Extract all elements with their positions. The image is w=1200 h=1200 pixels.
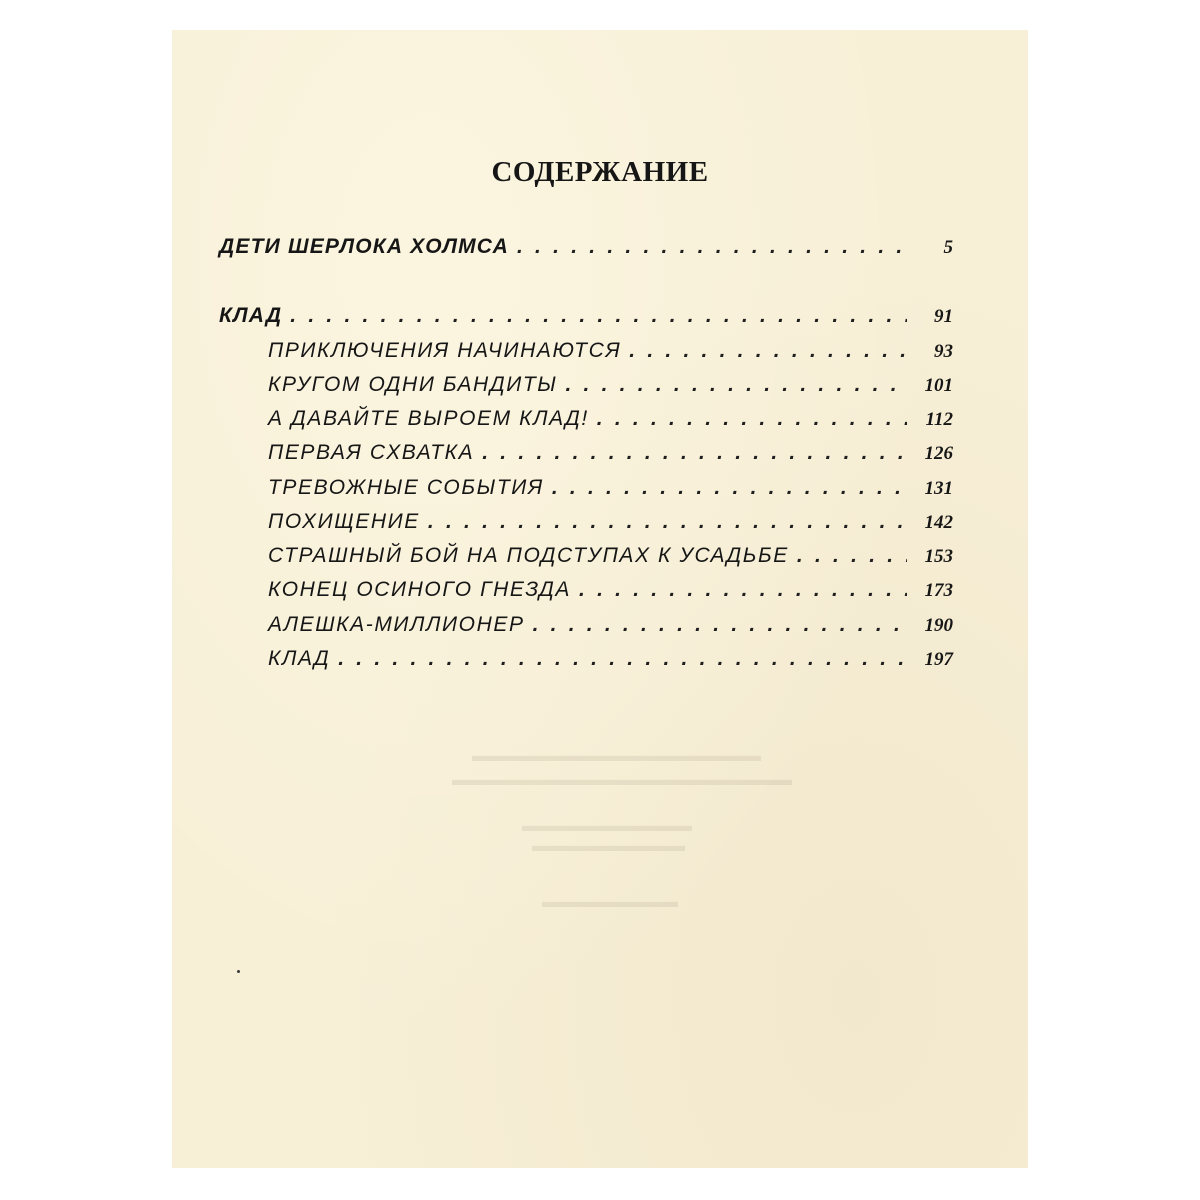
dot-leader bbox=[565, 373, 907, 397]
toc-subentry bbox=[268, 373, 953, 403]
toc-subentry bbox=[268, 476, 953, 506]
toc-entry bbox=[219, 304, 953, 334]
toc-entry-title: АЛЕШКА-МИЛЛИОНЕР bbox=[268, 613, 525, 636]
toc-entry-page: 126 bbox=[924, 443, 953, 464]
toc-entry-title: КРУГОМ ОДНИ БАНДИТЫ bbox=[268, 373, 558, 396]
dot-leader bbox=[797, 544, 907, 568]
bleed-through: ▬▬▬▬▬▬▬▬▬▬▬▬▬▬▬▬▬ bbox=[472, 746, 761, 765]
toc-entry-title: ТРЕВОЖНЫЕ СОБЫТИЯ bbox=[268, 476, 544, 499]
toc-entry bbox=[219, 235, 953, 265]
page-title: СОДЕРЖАНИЕ bbox=[491, 156, 709, 188]
toc-entry-page: 173 bbox=[924, 580, 953, 601]
toc-entry-title: СТРАШНЫЙ БОЙ НА ПОДСТУПАХ К УСАДЬБЕ bbox=[268, 544, 789, 567]
table-of-contents bbox=[172, 30, 1028, 1168]
bleed-through: ▬▬▬▬▬▬▬▬ bbox=[542, 892, 678, 911]
toc-subentry bbox=[268, 441, 953, 471]
toc-entry-page: 153 bbox=[924, 546, 953, 567]
toc-entry-page: 142 bbox=[924, 512, 953, 533]
dot-leader bbox=[533, 613, 907, 637]
toc-entry-title: ДЕТИ ШЕРЛОКА ХОЛМСА bbox=[219, 235, 509, 258]
toc-entry-title: А ДАВАЙТЕ ВЫРОЕМ КЛАД! bbox=[268, 407, 589, 430]
dot-leader bbox=[552, 476, 907, 500]
toc-entry-page: 5 bbox=[943, 237, 953, 258]
book-page bbox=[172, 30, 1028, 1168]
dot-leader bbox=[290, 304, 907, 328]
toc-entry-page: 93 bbox=[934, 341, 953, 362]
toc-entry-page: 91 bbox=[934, 306, 953, 327]
toc-entry-title: КОНЕЦ ОСИНОГО ГНЕЗДА bbox=[268, 578, 572, 601]
toc-subentry bbox=[268, 647, 953, 677]
toc-entry-title: КЛАД bbox=[268, 647, 331, 670]
dot-leader bbox=[579, 578, 907, 602]
toc-subentry bbox=[268, 544, 953, 574]
toc-entry-title: ПЕРВАЯ СХВАТКА bbox=[268, 441, 475, 464]
toc-entry-page: 131 bbox=[924, 478, 953, 499]
bleed-through: ▬▬▬▬▬▬▬▬▬ bbox=[532, 836, 685, 855]
stray-mark bbox=[237, 970, 240, 973]
dot-leader bbox=[517, 235, 907, 259]
toc-entry-page: 101 bbox=[924, 375, 953, 396]
bleed-through: ▬▬▬▬▬▬▬▬▬▬ bbox=[522, 816, 692, 835]
dot-leader bbox=[597, 407, 907, 431]
dot-leader bbox=[482, 441, 907, 465]
toc-subentry bbox=[268, 510, 953, 540]
toc-subentry bbox=[268, 613, 953, 643]
toc-entry-title: ПОХИЩЕНИЕ bbox=[268, 510, 420, 533]
dot-leader bbox=[629, 339, 907, 363]
dot-leader bbox=[428, 510, 907, 534]
toc-entry-title: ПРИКЛЮЧЕНИЯ НАЧИНАЮТСЯ bbox=[268, 339, 622, 362]
toc-entry-page: 190 bbox=[924, 615, 953, 636]
bleed-through: ▬▬▬▬▬▬▬▬▬▬▬▬▬▬▬▬▬▬▬▬ bbox=[452, 770, 792, 789]
toc-entry-page: 112 bbox=[925, 409, 953, 430]
toc-subentry bbox=[268, 339, 953, 369]
toc-entry-page: 197 bbox=[924, 649, 953, 670]
toc-subentry bbox=[268, 407, 953, 437]
dot-leader bbox=[338, 647, 907, 671]
toc-entry-title: КЛАД bbox=[219, 304, 283, 327]
toc-subentry bbox=[268, 578, 953, 608]
